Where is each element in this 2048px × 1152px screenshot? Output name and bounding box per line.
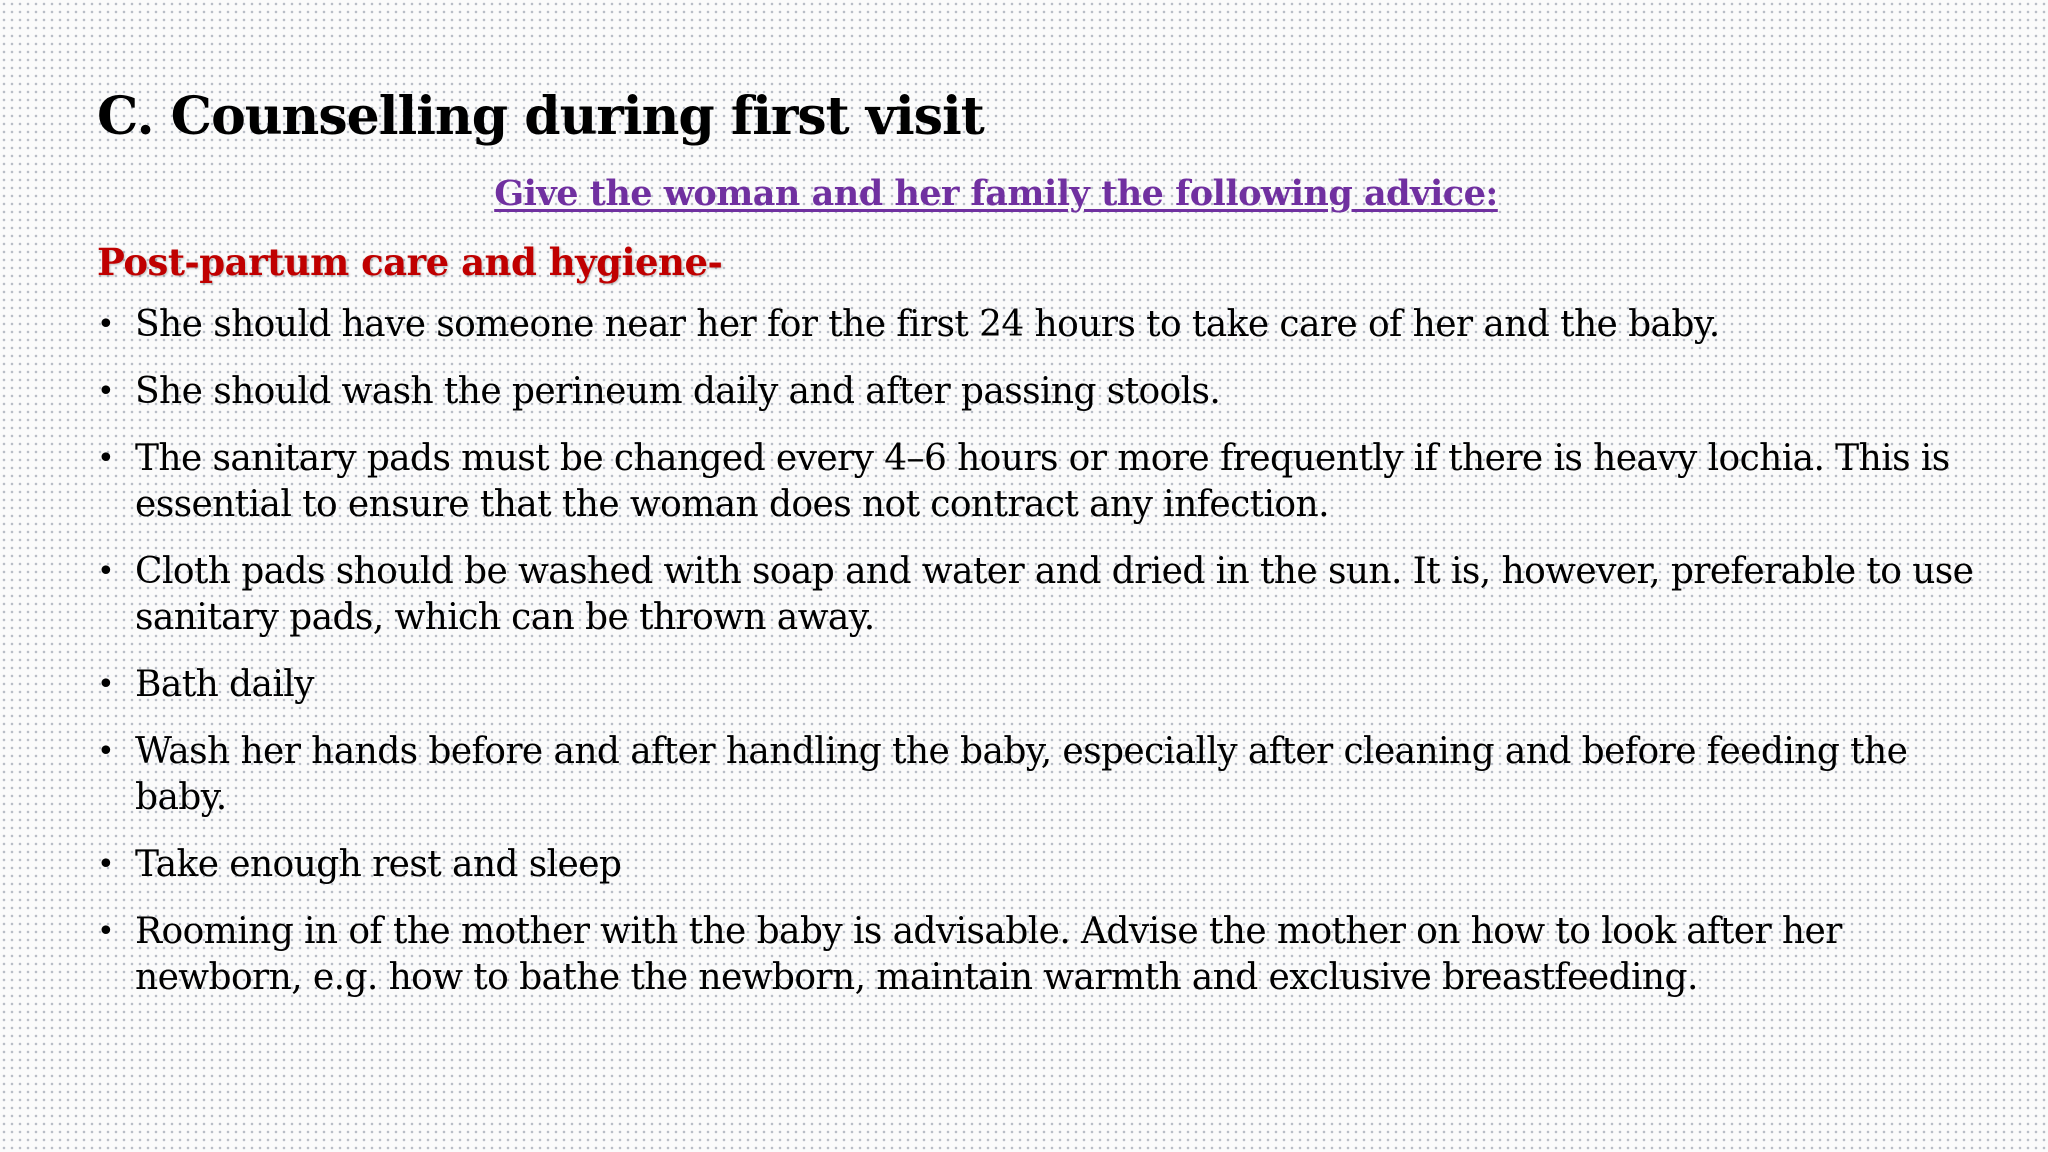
bullet-dot-icon: • <box>97 374 115 409</box>
bullet-dot-icon: • <box>97 734 115 769</box>
slide-title: C. Counselling during first visit <box>97 86 984 147</box>
bullet-dot-icon: • <box>97 441 115 476</box>
bullet-text: Cloth pads should be washed with soap and water and dried in the sun. It is, however, preferable to use sanitary pads, which can be thrown away. <box>135 551 1974 638</box>
list-item <box>97 549 1977 641</box>
list-item <box>97 729 1977 821</box>
list-item <box>97 909 1977 1001</box>
list-item <box>97 302 1977 348</box>
bullet-text: Wash her hands before and after handling the baby, especially after cleaning and before feeding the baby. <box>135 731 1908 818</box>
bullet-dot-icon: • <box>97 667 115 702</box>
bullet-text: She should wash the perineum daily and after passing stools. <box>135 371 1221 412</box>
list-item <box>97 369 1977 415</box>
bullet-dot-icon: • <box>97 914 115 949</box>
bullet-text: Bath daily <box>135 664 314 705</box>
bullet-dot-icon: • <box>97 554 115 589</box>
section-heading-postpartum: Post-partum care and hygiene- <box>97 240 723 284</box>
bullet-text: Rooming in of the mother with the baby is advisable. Advise the mother on how to look after her newborn, e.g. how to bathe the newborn, maintain warmth and exclusive breastfeeding. <box>135 911 1842 998</box>
bullet-dot-icon: • <box>97 847 115 882</box>
list-item <box>97 662 1977 708</box>
bullet-dot-icon: • <box>97 307 115 342</box>
list-item <box>97 842 1977 888</box>
advice-subtitle: Give the woman and her family the following advice: <box>494 173 1498 214</box>
bullet-text: The sanitary pads must be changed every 4–6 hours or more frequently if there is heavy lochia. This is essential to ensure that the woman does not contract any infection. <box>135 438 1950 525</box>
list-item <box>97 436 1977 528</box>
advice-bullet-list <box>97 302 1977 1022</box>
bullet-text: Take enough rest and sleep <box>135 844 622 885</box>
bullet-text: She should have someone near her for the first 24 hours to take care of her and the baby. <box>135 304 1720 345</box>
